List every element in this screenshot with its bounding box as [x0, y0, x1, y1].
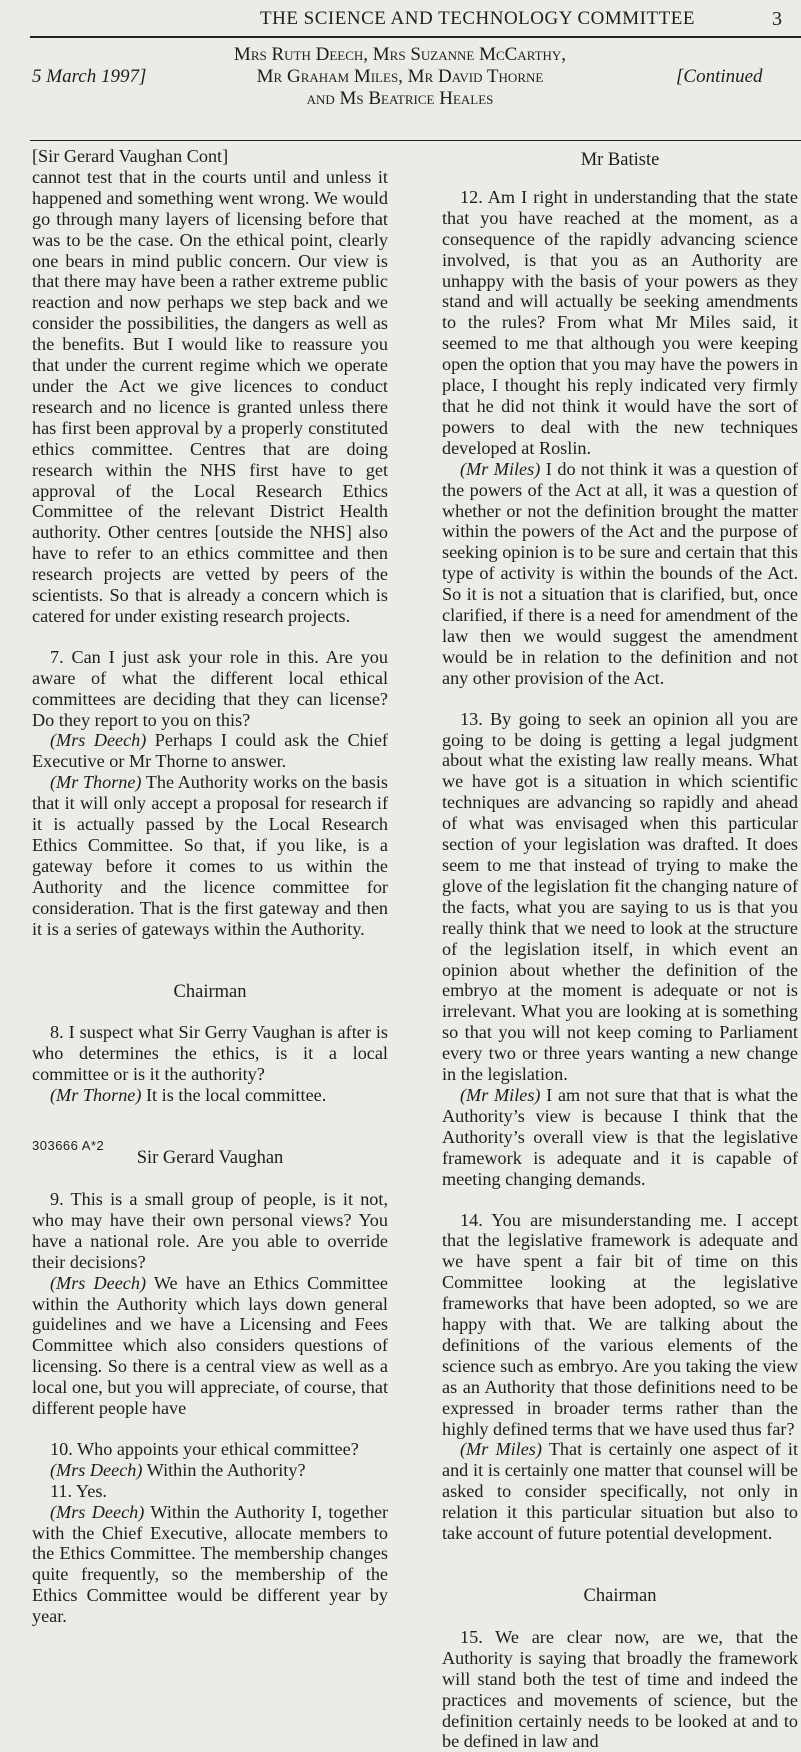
answer-text: Perhaps I could ask the Chief Executive or Mr Thorne to answer.	[32, 730, 388, 772]
question-14: 14. You are misunderstanding me. I accept that the legislative framework is adequate and we have spent a fair bit of time on this Committee looking at the legislative frameworks that have been adopted, so we are happy with that. We are talking about the definitions of the various elements of the science such as embryo. Are you taking the view as an Authority that those definitions need to be expressed in broader terms rather than the highly defined terms that we have used thus far?	[442, 1209, 798, 1439]
speaker-heading-chairman: Chairman	[583, 1586, 657, 1606]
question-7: 7. Can I just ask your role in this. Are you aware of what the different local ethical committees are deciding that they can license? Do they report to you on this?	[32, 646, 388, 730]
question-12: 12. Am I right in understanding that the state that you have reached at the moment, as a consequence of the rapidly advancing science involved, is that you as an Authority are unhappy with the basis of your powers as they stand and will actually be seeking amendments to the rules? From what Mr Miles said, it seemed to me that although you were keeping open the option that you may have the powers in place, I thought his reply indicated very firmly that he did not think it would have the sort of powers to deal with the new techniques developed at Roslin.	[442, 186, 798, 458]
continued-label: [Continued	[676, 66, 763, 87]
question-13: 13. By going to seek an opinion all you are going to be doing is getting a legal judgment about what the existing law really means. What we have got is a situation in which scientific techniques are advancing so rapidly and ahead of what was envisaged when this particular section of your legislation was drafted. It does seem to me that instead of trying to make the glove of the legislation fit the changing nature of the facts, what you are saying to us is that you really think that we need to look at the structure of the legislation itself, in which event an opinion about whether the definition of the embryo at the moment is adequate or not is irrelevant. What you are looking at is something so that you will not keep coming to Parliament every two or three years wanting a new change in the legislation.	[442, 708, 798, 1085]
question-9: 9. This is a small group of people, is it not, who may have their own personal views? You have a national role. Are you able to override their decisions?	[32, 1188, 388, 1272]
answer-text: Within the Authority I, together with the Chief Executive, allocate members to the Ethics Committee. The membership changes quite frequently, so the membership of the Ethics Committee would be different year by year.	[32, 1501, 388, 1627]
answer-speaker: (Mrs Deech)	[50, 1459, 143, 1480]
header-rule-bottom	[30, 140, 801, 141]
left-column	[32, 146, 388, 1627]
witness-line: Mrs Ruth Deech, Mrs Suzanne McCarthy,	[233, 44, 567, 65]
witness-list	[200, 44, 600, 110]
print-code: 303666 A*2	[32, 1138, 105, 1153]
paragraph: cannot test that in the courts until and unless it happened and something went wrong. We would go through many layers of licensing before that was to be the case. On the ethical point, clearly one bears in mind public concern. Our view is that there may have been a rather extreme public reaction and now perhaps we step back and we consider the possibilities, the dangers as well as the benefits. But I would like to reassure you that under the current regime which we operate under the Act we give licences to conduct research and no licence is granted unless there has first been approval by a properly constituted ethics committee. Centres that are doing research within the NHS first have to get approval of the Local Research Ethics Committee of the relevant District Health authority. Other centres [outside the NHS] also have to refer to an ethics committee and then research projects are vetted by peers of the scientists. So that is already a concern which is catered for under existing research projects.	[32, 166, 388, 626]
answer-speaker: (Mr Thorne)	[50, 772, 142, 793]
question-10: 10. Who appoints your ethical committee?	[50, 1438, 359, 1459]
hearing-date: 5 March 1997]	[32, 66, 147, 87]
answer-speaker: (Mr Thorne)	[50, 1085, 142, 1106]
answer-text: It is the local committee.	[141, 1085, 327, 1106]
question-15: 15. We are clear now, are we, that the Authority is saying that broadly the framework will stand both the test of time and indeed the practices and movements of science, but the definition certainly needs to be looked at and to be defined in law and	[442, 1626, 798, 1752]
header-rule-top	[30, 36, 801, 38]
speaker-continuation: [Sir Gerard Vaughan Cont]	[32, 146, 229, 166]
answer	[442, 459, 798, 689]
speaker-heading-mr-batiste: Mr Batiste	[580, 150, 660, 170]
answer-speaker: (Mr Miles)	[460, 1084, 541, 1105]
answer-text: We have an Ethics Committee within the Authority which lays down general guidelines and we have a Licensing and Fees Committee which also considers questions of licensing. So there is a central view as well as a local one, but you will appreciate, of course, that different people have	[32, 1272, 388, 1419]
answer	[442, 1085, 798, 1190]
answer-speaker: (Mrs Deech)	[50, 1272, 147, 1293]
answer-speaker: (Mrs Deech)	[50, 1501, 145, 1522]
answer-text: I am not sure that that is what the Authority’s view is because I think that the Authority’s overall view is that the legislative framework is adequate and it is capable of meeting changing demands.	[442, 1084, 798, 1189]
answer	[32, 1460, 388, 1481]
speaker-heading-sir-gerard-vaughan: Sir Gerard Vaughan	[136, 1148, 284, 1169]
right-column	[442, 146, 798, 1752]
answer-text: I do not think it was a question of the powers of the Act at all, it was a question of whether or not the definition brought the matter within the powers of the Act and the purpose of seeking opinion is to be sure and certain that this type of activity is within the bounds of the Act. So it is not a situation that is clarified, but, once clarified, if there is a need for amendment of the law then we would suggest the amendment would be in relation to the definition and not any other provision of the Act.	[442, 458, 798, 688]
answer-text: Within the Authority?	[142, 1459, 306, 1480]
answer-text: That is certainly one aspect of it and it is certainly one matter that counsel will be asked to consider specifically, not only in relation it this particular situation but also to take account of future potential development.	[442, 1439, 799, 1544]
question-11: 11. Yes.	[50, 1480, 107, 1501]
answer-speaker: (Mrs Deech)	[50, 730, 147, 751]
answer	[32, 1085, 388, 1106]
question-8: 8. I suspect what Sir Gerry Vaughan is after is who determines the ethics, is it a local committee or is it the authority?	[32, 1022, 388, 1085]
speaker-heading-chairman: Chairman	[173, 981, 247, 1002]
answer	[32, 1273, 388, 1419]
witness-line: and Ms Beatrice Heales	[306, 88, 494, 109]
answer	[32, 730, 388, 772]
answer	[442, 1439, 798, 1544]
answer-speaker: (Mr Miles)	[460, 1439, 542, 1460]
witness-line: Mr Graham Miles, Mr David Thorne	[256, 66, 544, 87]
page-number: 3	[772, 8, 782, 30]
answer	[32, 772, 388, 939]
running-title: THE SCIENCE AND TECHNOLOGY COMMITTEE	[260, 8, 695, 29]
answer-speaker: (Mr Miles)	[460, 458, 541, 479]
answer	[32, 1502, 388, 1627]
answer-text: The Authority works on the basis that it will only accept a proposal for research if it is actually passed by the Local Research Ethics Committee. So that, if you like, is a gateway before it comes to us within the Authority and the licence committee for consideration. That is the first gateway and then it is a series of gateways within the Authority.	[32, 772, 389, 939]
